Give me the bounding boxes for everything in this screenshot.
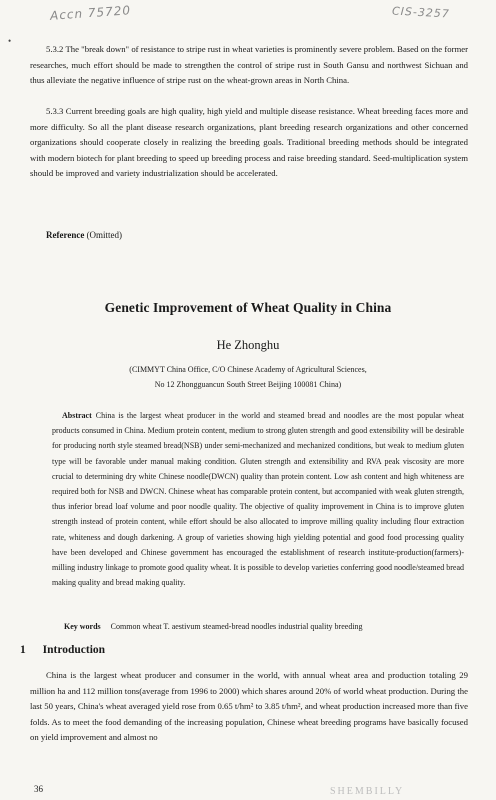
reference-label: Reference [46, 230, 85, 240]
affiliation-line-1: (CIMMYT China Office, C/O Chinese Academy of Agricultural Sciences, [129, 365, 367, 374]
reference-note: (Omitted) [86, 230, 123, 240]
handwritten-catalog-number: CIS-3257 [391, 4, 451, 21]
margin-mark: • [8, 36, 12, 46]
author-affiliation [0, 362, 496, 392]
section-5-3-3 [30, 104, 468, 182]
reference-line [46, 230, 122, 240]
section-5-3-3-text: 5.3.3 Current breeding goals are high quality, high yield and multiple disease resistance. Wheat breeding faces more and more difficulty. So all the plant disease research organizations, plant breeding research organizations and other concerned organizations should cooperate closely in realizing the breeding goals. Traditional breeding methods should be integrated with modern biotech for plant breeding to speed up breeding process and raise breeding standard. Seed-multiplication system should be improved and variety industrialization should be accelerated. [30, 106, 468, 179]
affiliation-line-2: No 12 Zhongguancun South Street Beijing 100081 China) [154, 380, 342, 389]
section-5-3-2-text: 5.3.2 The "break down" of resistance to stripe rust in wheat varieties is prominently severe problem. Based on the former researches, much effort should be made to strengthen the control of stripe rust in South Gansu and northwest Sichuan and thus alleviate the negative influence of stripe rust on the wheat-grown areas in North China. [30, 44, 468, 86]
section-5-3-2 [30, 42, 468, 89]
section-title: Introduction [42, 644, 106, 656]
abstract-text: China is the largest wheat producer in the world and steamed bread and noodles are the most popular wheat products consumed in China. Medium protein content, medium to strong gluten strength and good extensibility will be desirable for producing north style steamed bread(NSB) under semi-mechanized and mechanized conditions, but weak to medium gluten type will be favorable under manual making condition. Gluten strength and extensibility and RVA peak viscosity are more crucial to determining dry white Chinese noodle(DWCN) quality than protein content. Low ash content and high whiteness are required both for NSB and DWCN. Chinese wheat has comparable protein content, but accompanied with weak gluten strength, thus inferior bread loaf volume and poor noodle quality. The objective of quality improvement in China is to improve gluten strength instead of protein content, while effort should be also allocated to improve milling quality including flour extraction rate, whiteness and dough darkening. A group of varieties showing high yielding potential and good food processing quality have been developed and Chinese government has encouraged the establishment of research institute-production(farmers)-milling industry linkage to promote good quality wheat. It is possible to develop varieties conferring good noodle/steamed bread making quality and bread making quality. [52, 411, 464, 588]
introduction-body [30, 668, 468, 746]
abstract-label: Abstract [62, 411, 92, 420]
page-number: 36 [34, 784, 43, 794]
section-heading-introduction [20, 644, 105, 656]
keywords-label: Key words [64, 622, 101, 631]
keywords-line [64, 622, 363, 631]
section-number: 1 [20, 644, 26, 656]
abstract-paragraph [52, 408, 464, 590]
keywords-text: Common wheat T. aestivum steamed-bread noodles industrial quality breeding [110, 622, 363, 631]
abstract-block [52, 408, 464, 590]
library-stamp: SHEMBILLY [330, 786, 405, 797]
paper-author: He Zhonghu [216, 338, 280, 352]
handwritten-accession-number: Accn 75720 [49, 3, 132, 23]
introduction-text: China is the largest wheat producer and consumer in the world, with annual wheat area and production totaling 29 million ha and 112 million tons(average from 1996 to 2000) which shares around 20% of world wheat production. During the last 50 years, China's wheat averaged yield rose from 0.65 t/hm² to 3.85 t/hm², and wheat production increased more than five folds. As to meet the food demanding of the increasing population, Chinese wheat breeding programs have basically focused on yield improvement and almost no [30, 670, 468, 743]
paper-title: Genetic Improvement of Wheat Quality in China [104, 300, 392, 315]
